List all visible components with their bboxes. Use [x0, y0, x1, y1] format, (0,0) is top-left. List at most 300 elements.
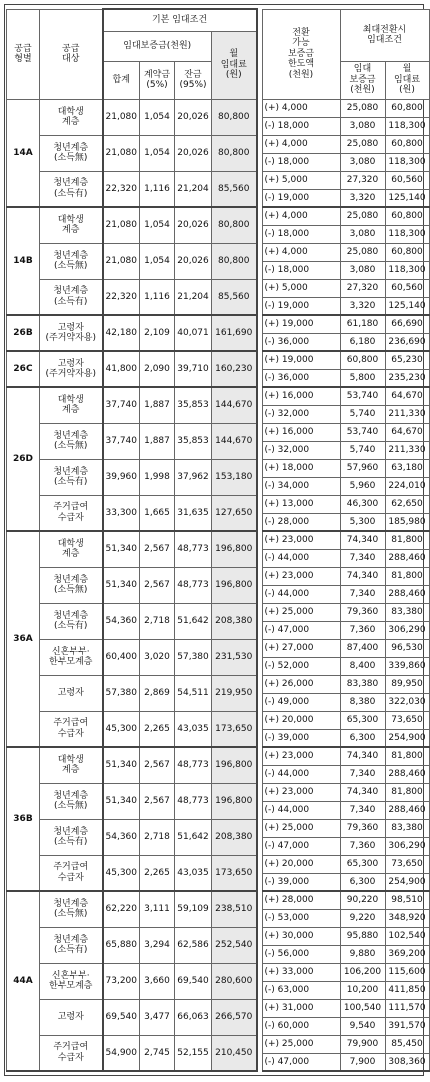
max-deposit-plus-cell: 65,300 [340, 711, 385, 729]
conversion-plus-cell: (+) 23,000 [262, 747, 340, 765]
max-deposit-minus-cell: 7,360 [340, 621, 385, 639]
conversion-minus-cell: (-) 34,000 [262, 477, 340, 495]
table-row [7, 783, 430, 801]
max-deposit-minus-cell: 7,340 [340, 765, 385, 783]
header-max-rent: 월 임대료 (원) [385, 61, 429, 99]
max-rent-minus-cell: 125,140 [385, 189, 429, 207]
conversion-minus-cell: (-) 60,000 [262, 1017, 340, 1035]
deposit-total-cell: 54,360 [103, 819, 140, 855]
max-rent-minus-cell: 254,900 [385, 729, 429, 747]
max-deposit-minus-cell: 3,080 [340, 261, 385, 279]
deposit-total-cell: 22,320 [103, 171, 140, 207]
max-rent-minus-cell: 322,030 [385, 693, 429, 711]
balance-cell: 43,035 [175, 855, 212, 891]
deposit-total-cell: 41,800 [103, 351, 140, 387]
deposit-total-cell: 51,340 [103, 747, 140, 783]
max-deposit-plus-cell: 25,080 [340, 99, 385, 117]
conversion-plus-cell: (+) 16,000 [262, 423, 340, 441]
conversion-plus-cell: (+) 25,000 [262, 1035, 340, 1053]
conversion-plus-cell: (+) 26,000 [262, 675, 340, 693]
contract-cell: 2,567 [140, 531, 175, 567]
max-deposit-minus-cell: 6,180 [340, 333, 385, 351]
monthly-rent-cell: 161,690 [212, 315, 257, 351]
conversion-plus-cell: (+) 4,000 [262, 135, 340, 153]
monthly-rent-cell: 231,530 [212, 639, 257, 675]
max-rent-minus-cell: 125,140 [385, 297, 429, 315]
deposit-total-cell: 21,080 [103, 207, 140, 243]
max-deposit-minus-cell: 5,800 [340, 369, 385, 387]
balance-cell: 48,773 [175, 783, 212, 819]
max-deposit-minus-cell: 6,300 [340, 873, 385, 891]
target-cell: 청년계층 (소득無) [40, 783, 103, 819]
table-row [7, 927, 430, 945]
table-row [7, 387, 430, 405]
max-deposit-minus-cell: 6,300 [340, 729, 385, 747]
conversion-minus-cell: (-) 19,000 [262, 297, 340, 315]
target-cell: 주거급여 수급자 [40, 855, 103, 891]
conversion-plus-cell: (+) 19,000 [262, 315, 340, 333]
max-deposit-plus-cell: 87,400 [340, 639, 385, 657]
table-row [7, 135, 430, 153]
max-rent-plus-cell: 60,560 [385, 171, 429, 189]
max-rent-minus-cell: 339,860 [385, 657, 429, 675]
deposit-total-cell: 51,340 [103, 783, 140, 819]
conversion-plus-cell: (+) 28,000 [262, 891, 340, 909]
table-row [7, 603, 430, 621]
contract-cell: 1,665 [140, 495, 175, 531]
supply-type-cell: 44A [7, 891, 40, 1071]
conversion-plus-cell: (+) 23,000 [262, 567, 340, 585]
deposit-total-cell: 22,320 [103, 279, 140, 315]
conversion-plus-cell: (+) 27,000 [262, 639, 340, 657]
max-rent-plus-cell: 81,800 [385, 747, 429, 765]
monthly-rent-cell: 153,180 [212, 459, 257, 495]
max-rent-minus-cell: 308,360 [385, 1053, 429, 1071]
header-max-conversion: 최대전환시 임대조건 [340, 9, 429, 61]
table-row [7, 963, 430, 981]
conversion-minus-cell: (-) 44,000 [262, 549, 340, 567]
contract-cell: 2,109 [140, 315, 175, 351]
conversion-plus-cell: (+) 16,000 [262, 387, 340, 405]
monthly-rent-cell: 127,650 [212, 495, 257, 531]
max-rent-minus-cell: 224,010 [385, 477, 429, 495]
supply-type-cell: 26B [7, 315, 40, 351]
balance-cell: 35,853 [175, 423, 212, 459]
monthly-rent-cell: 85,560 [212, 279, 257, 315]
max-deposit-plus-cell: 65,300 [340, 855, 385, 873]
deposit-total-cell: 69,540 [103, 999, 140, 1035]
target-cell: 청년계층 (소득有) [40, 819, 103, 855]
deposit-total-cell: 39,960 [103, 459, 140, 495]
max-deposit-plus-cell: 60,800 [340, 351, 385, 369]
contract-cell: 2,718 [140, 819, 175, 855]
max-deposit-plus-cell: 79,360 [340, 603, 385, 621]
conversion-plus-cell: (+) 5,000 [262, 279, 340, 297]
target-cell: 대학생 계층 [40, 99, 103, 135]
max-rent-plus-cell: 64,670 [385, 387, 429, 405]
table-row [7, 459, 430, 477]
max-rent-plus-cell: 65,230 [385, 351, 429, 369]
monthly-rent-cell: 144,670 [212, 423, 257, 459]
conversion-plus-cell: (+) 4,000 [262, 243, 340, 261]
conversion-plus-cell: (+) 23,000 [262, 783, 340, 801]
deposit-total-cell: 51,340 [103, 531, 140, 567]
contract-cell: 3,020 [140, 639, 175, 675]
monthly-rent-cell: 266,570 [212, 999, 257, 1035]
conversion-minus-cell: (-) 47,000 [262, 1053, 340, 1071]
balance-cell: 20,026 [175, 99, 212, 135]
contract-cell: 1,054 [140, 243, 175, 279]
table-row [7, 675, 430, 693]
conversion-minus-cell: (-) 18,000 [262, 225, 340, 243]
conversion-minus-cell: (-) 47,000 [262, 837, 340, 855]
balance-cell: 48,773 [175, 531, 212, 567]
table-row [7, 423, 430, 441]
max-deposit-plus-cell: 106,200 [340, 963, 385, 981]
balance-cell: 40,071 [175, 315, 212, 351]
balance-cell: 48,773 [175, 567, 212, 603]
table-row [7, 747, 430, 765]
max-deposit-plus-cell: 25,080 [340, 135, 385, 153]
max-rent-plus-cell: 60,800 [385, 135, 429, 153]
conversion-plus-cell: (+) 5,000 [262, 171, 340, 189]
target-cell: 고령자 [40, 999, 103, 1035]
contract-cell: 2,567 [140, 783, 175, 819]
balance-cell: 52,155 [175, 1035, 212, 1071]
supply-type-cell: 36B [7, 747, 40, 891]
deposit-total-cell: 45,300 [103, 855, 140, 891]
max-rent-minus-cell: 118,300 [385, 117, 429, 135]
max-deposit-minus-cell: 9,220 [340, 909, 385, 927]
max-rent-minus-cell: 185,980 [385, 513, 429, 531]
max-rent-minus-cell: 288,460 [385, 765, 429, 783]
max-rent-plus-cell: 81,800 [385, 531, 429, 549]
deposit-total-cell: 51,340 [103, 567, 140, 603]
target-cell: 고령자 (주거약자용) [40, 315, 103, 351]
conversion-minus-cell: (-) 39,000 [262, 729, 340, 747]
deposit-total-cell: 42,180 [103, 315, 140, 351]
contract-cell: 2,265 [140, 855, 175, 891]
max-rent-plus-cell: 60,800 [385, 99, 429, 117]
monthly-rent-cell: 173,650 [212, 711, 257, 747]
balance-cell: 39,710 [175, 351, 212, 387]
monthly-rent-cell: 80,800 [212, 135, 257, 171]
balance-cell: 43,035 [175, 711, 212, 747]
contract-cell: 1,887 [140, 387, 175, 423]
monthly-rent-cell: 160,230 [212, 351, 257, 387]
conversion-minus-cell: (-) 36,000 [262, 369, 340, 387]
max-rent-minus-cell: 211,330 [385, 405, 429, 423]
supply-type-cell: 26C [7, 351, 40, 387]
target-cell: 대학생 계층 [40, 531, 103, 567]
conversion-plus-cell: (+) 25,000 [262, 603, 340, 621]
max-rent-minus-cell: 118,300 [385, 225, 429, 243]
contract-cell: 1,054 [140, 135, 175, 171]
monthly-rent-cell: 196,800 [212, 747, 257, 783]
target-cell: 주거급여 수급자 [40, 495, 103, 531]
table-row [7, 315, 430, 333]
table-row [7, 495, 430, 513]
deposit-total-cell: 37,740 [103, 387, 140, 423]
table-row [7, 1035, 430, 1053]
supply-type-cell: 14A [7, 99, 40, 207]
target-cell: 청년계층 (소득有) [40, 171, 103, 207]
conversion-plus-cell: (+) 23,000 [262, 531, 340, 549]
max-rent-minus-cell: 118,300 [385, 261, 429, 279]
deposit-total-cell: 33,300 [103, 495, 140, 531]
max-deposit-plus-cell: 79,360 [340, 819, 385, 837]
max-rent-plus-cell: 115,600 [385, 963, 429, 981]
contract-cell: 3,660 [140, 963, 175, 999]
header-total: 합계 [103, 61, 140, 99]
contract-cell: 1,054 [140, 207, 175, 243]
max-rent-plus-cell: 81,800 [385, 783, 429, 801]
contract-cell: 3,294 [140, 927, 175, 963]
max-rent-plus-cell: 98,510 [385, 891, 429, 909]
conversion-plus-cell: (+) 4,000 [262, 207, 340, 225]
max-deposit-plus-cell: 74,340 [340, 531, 385, 549]
max-rent-minus-cell: 306,290 [385, 621, 429, 639]
conversion-minus-cell: (-) 44,000 [262, 585, 340, 603]
max-rent-minus-cell: 391,570 [385, 1017, 429, 1035]
conversion-plus-cell: (+) 18,000 [262, 459, 340, 477]
table-row [7, 531, 430, 549]
target-cell: 신혼부부· 한부모계층 [40, 963, 103, 999]
target-cell: 청년계층 (소득有) [40, 459, 103, 495]
max-deposit-minus-cell: 7,360 [340, 837, 385, 855]
target-cell: 청년계층 (소득有) [40, 279, 103, 315]
contract-cell: 3,477 [140, 999, 175, 1035]
monthly-rent-cell: 280,600 [212, 963, 257, 999]
max-deposit-minus-cell: 7,340 [340, 801, 385, 819]
balance-cell: 35,853 [175, 387, 212, 423]
conversion-plus-cell: (+) 31,000 [262, 999, 340, 1017]
deposit-total-cell: 54,900 [103, 1035, 140, 1071]
max-deposit-plus-cell: 27,320 [340, 279, 385, 297]
table-row [7, 171, 430, 189]
max-rent-minus-cell: 348,920 [385, 909, 429, 927]
max-deposit-minus-cell: 3,080 [340, 153, 385, 171]
max-deposit-plus-cell: 25,080 [340, 207, 385, 225]
conversion-minus-cell: (-) 39,000 [262, 873, 340, 891]
conversion-plus-cell: (+) 19,000 [262, 351, 340, 369]
deposit-total-cell: 54,360 [103, 603, 140, 639]
target-cell: 청년계층 (소득無) [40, 135, 103, 171]
max-deposit-minus-cell: 5,740 [340, 405, 385, 423]
max-rent-plus-cell: 83,380 [385, 819, 429, 837]
balance-cell: 21,204 [175, 279, 212, 315]
max-rent-minus-cell: 235,230 [385, 369, 429, 387]
conversion-plus-cell: (+) 20,000 [262, 711, 340, 729]
max-deposit-plus-cell: 100,540 [340, 999, 385, 1017]
max-deposit-minus-cell: 3,080 [340, 225, 385, 243]
conversion-plus-cell: (+) 33,000 [262, 963, 340, 981]
conversion-minus-cell: (-) 49,000 [262, 693, 340, 711]
max-deposit-plus-cell: 83,380 [340, 675, 385, 693]
max-deposit-plus-cell: 46,300 [340, 495, 385, 513]
table-row [7, 891, 430, 909]
table-row [7, 819, 430, 837]
header-monthly-rent: 월 임대료 (원) [212, 31, 257, 99]
max-deposit-plus-cell: 53,740 [340, 423, 385, 441]
deposit-total-cell: 37,740 [103, 423, 140, 459]
target-cell: 주거급여 수급자 [40, 1035, 103, 1071]
max-deposit-plus-cell: 27,320 [340, 171, 385, 189]
conversion-minus-cell: (-) 63,000 [262, 981, 340, 999]
supply-type-cell: 14B [7, 207, 40, 315]
contract-cell: 1,054 [140, 99, 175, 135]
balance-cell: 54,511 [175, 675, 212, 711]
rental-conditions-table [6, 8, 430, 1072]
max-deposit-minus-cell: 8,380 [340, 693, 385, 711]
conversion-minus-cell: (-) 44,000 [262, 801, 340, 819]
table-row [7, 999, 430, 1017]
contract-cell: 1,116 [140, 279, 175, 315]
max-deposit-minus-cell: 5,300 [340, 513, 385, 531]
table-row [7, 243, 430, 261]
balance-cell: 20,026 [175, 135, 212, 171]
max-rent-minus-cell: 411,850 [385, 981, 429, 999]
deposit-total-cell: 65,880 [103, 927, 140, 963]
conversion-minus-cell: (-) 19,000 [262, 189, 340, 207]
max-deposit-plus-cell: 95,880 [340, 927, 385, 945]
max-rent-plus-cell: 81,800 [385, 567, 429, 585]
max-deposit-minus-cell: 3,080 [340, 117, 385, 135]
supply-type-cell: 26D [7, 387, 40, 531]
monthly-rent-cell: 196,800 [212, 783, 257, 819]
max-rent-plus-cell: 60,800 [385, 207, 429, 225]
max-rent-plus-cell: 63,180 [385, 459, 429, 477]
header-max-deposit: 임대 보증금 (천원) [340, 61, 385, 99]
conversion-plus-cell: (+) 20,000 [262, 855, 340, 873]
deposit-total-cell: 57,380 [103, 675, 140, 711]
conversion-minus-cell: (-) 53,000 [262, 909, 340, 927]
balance-cell: 51,642 [175, 603, 212, 639]
max-deposit-plus-cell: 79,900 [340, 1035, 385, 1053]
conversion-minus-cell: (-) 18,000 [262, 261, 340, 279]
monthly-rent-cell: 208,380 [212, 819, 257, 855]
max-rent-plus-cell: 83,380 [385, 603, 429, 621]
contract-cell: 2,265 [140, 711, 175, 747]
max-rent-plus-cell: 64,670 [385, 423, 429, 441]
conversion-minus-cell: (-) 32,000 [262, 405, 340, 423]
conversion-plus-cell: (+) 25,000 [262, 819, 340, 837]
max-deposit-plus-cell: 74,340 [340, 567, 385, 585]
target-cell: 청년계층 (소득有) [40, 927, 103, 963]
deposit-total-cell: 45,300 [103, 711, 140, 747]
target-cell: 청년계층 (소득無) [40, 423, 103, 459]
conversion-minus-cell: (-) 52,000 [262, 657, 340, 675]
target-cell: 청년계층 (소득無) [40, 243, 103, 279]
deposit-total-cell: 21,080 [103, 99, 140, 135]
table-row [7, 855, 430, 873]
deposit-total-cell: 62,220 [103, 891, 140, 927]
max-rent-plus-cell: 111,570 [385, 999, 429, 1017]
balance-cell: 37,962 [175, 459, 212, 495]
header-deposit: 임대보증금(천원) [103, 31, 212, 61]
header-contract: 계약금 (5%) [140, 61, 175, 99]
max-deposit-minus-cell: 7,340 [340, 585, 385, 603]
contract-cell: 1,887 [140, 423, 175, 459]
deposit-total-cell: 21,080 [103, 243, 140, 279]
balance-cell: 66,063 [175, 999, 212, 1035]
contract-cell: 2,869 [140, 675, 175, 711]
monthly-rent-cell: 238,510 [212, 891, 257, 927]
max-rent-plus-cell: 102,540 [385, 927, 429, 945]
table-row [7, 207, 430, 225]
monthly-rent-cell: 144,670 [212, 387, 257, 423]
max-rent-minus-cell: 306,290 [385, 837, 429, 855]
target-cell: 대학생 계층 [40, 747, 103, 783]
max-rent-plus-cell: 85,450 [385, 1035, 429, 1053]
monthly-rent-cell: 252,540 [212, 927, 257, 963]
max-rent-plus-cell: 62,650 [385, 495, 429, 513]
target-cell: 신혼부부· 한부모계층 [40, 639, 103, 675]
target-cell: 청년계층 (소득無) [40, 567, 103, 603]
max-deposit-minus-cell: 9,880 [340, 945, 385, 963]
conversion-minus-cell: (-) 18,000 [262, 117, 340, 135]
conversion-minus-cell: (-) 56,000 [262, 945, 340, 963]
header-basic-terms: 기본 임대조건 [103, 9, 257, 31]
balance-cell: 62,586 [175, 927, 212, 963]
balance-cell: 51,642 [175, 819, 212, 855]
max-rent-minus-cell: 369,200 [385, 945, 429, 963]
conversion-plus-cell: (+) 13,000 [262, 495, 340, 513]
max-deposit-minus-cell: 3,320 [340, 189, 385, 207]
target-cell: 청년계층 (소득有) [40, 603, 103, 639]
target-cell: 주거급여 수급자 [40, 711, 103, 747]
supply-type-cell: 36A [7, 531, 40, 747]
header-target: 공급 대상 [40, 9, 103, 99]
monthly-rent-cell: 196,800 [212, 531, 257, 567]
target-cell: 청년계층 (소득無) [40, 891, 103, 927]
max-deposit-minus-cell: 5,740 [340, 441, 385, 459]
conversion-minus-cell: (-) 36,000 [262, 333, 340, 351]
balance-cell: 48,773 [175, 747, 212, 783]
monthly-rent-cell: 208,380 [212, 603, 257, 639]
target-cell: 고령자 (주거약자용) [40, 351, 103, 387]
monthly-rent-cell: 80,800 [212, 207, 257, 243]
monthly-rent-cell: 85,560 [212, 171, 257, 207]
contract-cell: 2,567 [140, 567, 175, 603]
contract-cell: 2,745 [140, 1035, 175, 1071]
conversion-minus-cell: (-) 44,000 [262, 765, 340, 783]
table-row [7, 711, 430, 729]
monthly-rent-cell: 80,800 [212, 99, 257, 135]
conversion-minus-cell: (-) 28,000 [262, 513, 340, 531]
target-cell: 고령자 [40, 675, 103, 711]
max-deposit-plus-cell: 25,080 [340, 243, 385, 261]
deposit-total-cell: 60,400 [103, 639, 140, 675]
target-cell: 대학생 계층 [40, 207, 103, 243]
max-deposit-plus-cell: 74,340 [340, 783, 385, 801]
contract-cell: 2,718 [140, 603, 175, 639]
balance-cell: 57,380 [175, 639, 212, 675]
max-rent-minus-cell: 288,460 [385, 549, 429, 567]
max-deposit-minus-cell: 3,320 [340, 297, 385, 315]
balance-cell: 21,204 [175, 171, 212, 207]
contract-cell: 1,998 [140, 459, 175, 495]
balance-cell: 59,109 [175, 891, 212, 927]
deposit-total-cell: 73,200 [103, 963, 140, 999]
conversion-minus-cell: (-) 18,000 [262, 153, 340, 171]
max-deposit-plus-cell: 90,220 [340, 891, 385, 909]
max-rent-minus-cell: 211,330 [385, 441, 429, 459]
max-rent-minus-cell: 288,460 [385, 801, 429, 819]
header-supply-type: 공급 형별 [7, 9, 40, 99]
max-deposit-plus-cell: 57,960 [340, 459, 385, 477]
max-rent-minus-cell: 254,900 [385, 873, 429, 891]
